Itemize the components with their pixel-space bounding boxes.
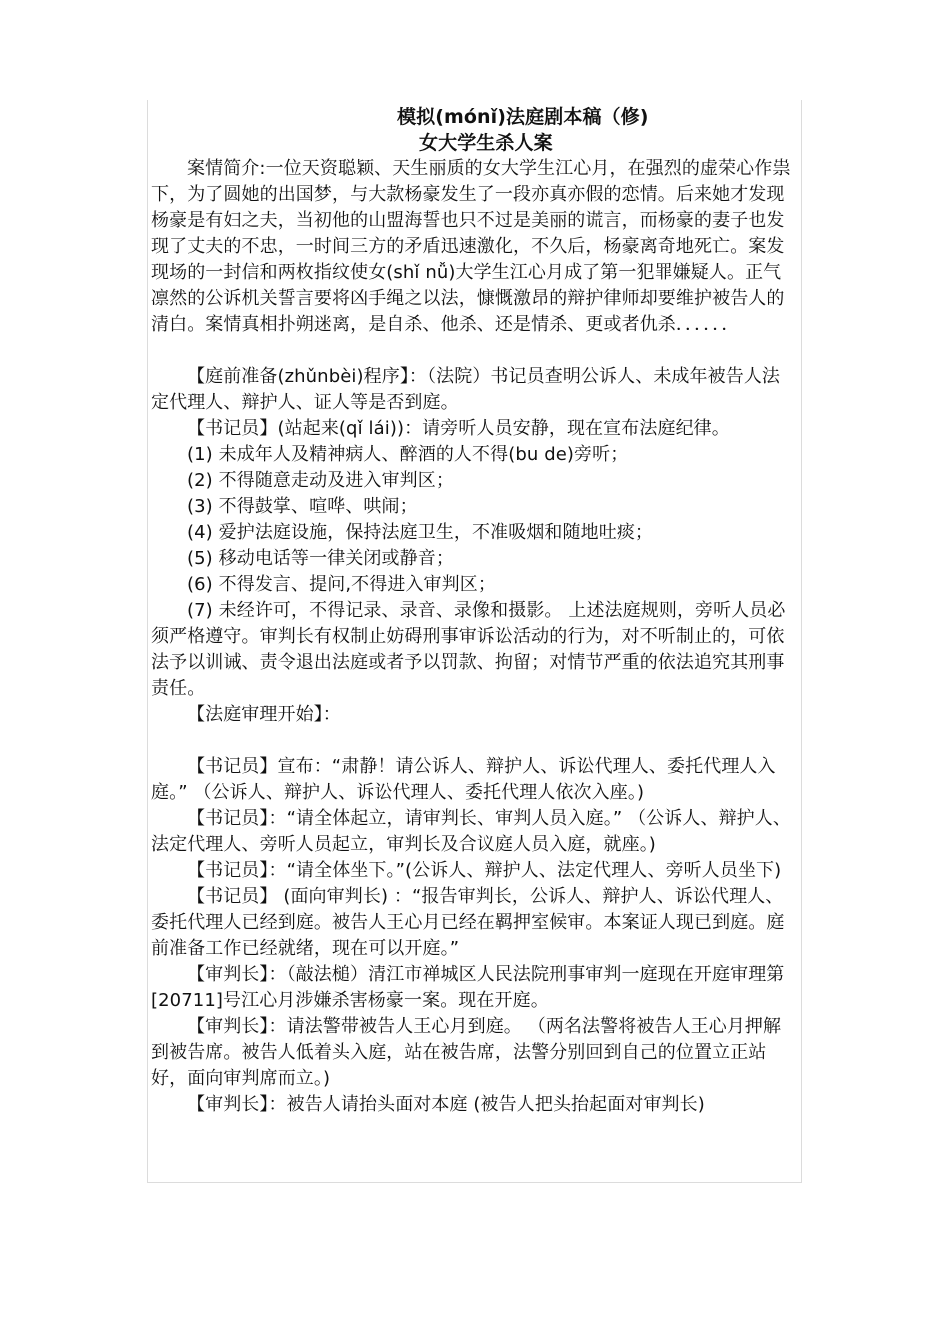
court-rule: (3) 不得鼓掌、喧哗、哄闹； [187,496,418,517]
dialogue-line: 【书记员】：“请全体起立，请审判长、审判人员入庭。” （公诉人、辩护人、法定代理人、旁听人员起立，审判长及合议庭人员入庭，就座。) [151,808,791,855]
document-subtitle: 女大学生杀人案 [419,132,553,154]
court-rule: (4) 爱护法庭设施，保持法庭卫生，不准吸烟和随地吐痰； [187,522,654,543]
trial-start-heading: 【法庭审理开始】： [187,704,341,725]
court-rule: (2) 不得随意走动及进入审判区； [187,470,454,491]
court-rule: (6) 不得发言、提问,不得进入审判区； [187,574,496,595]
court-rule: (5) 移动电话等一律关闭或静音； [187,548,454,569]
court-rule: (1) 未成年人及精神病人、醉酒的人不得(bu de)旁听； [187,444,629,465]
court-rule: (7) 未经许可，不得记录、录音、录像和摄影。 上述法庭规则，旁听人员必须严格遵守。审判长有权制止妨碍刑事审诉讼活动的行为，对不听制止的，可依法予以训诫、责令退出法庭或者予以罚款、拘留；对情节严重的依法追究其刑事责任。 [151,600,786,699]
document-body [151,104,798,1118]
pretrial-procedure: 【庭前准备(zhǔnbèi)程序】：（法院）书记员查明公诉人、未成年被告人法定代理人、辩护人、证人等是否到庭。 [151,366,781,413]
spacer [151,338,798,364]
spacer [151,728,798,754]
dialogue-line: 【审判长】：被告人请抬头面对本庭 (被告人把头抬起面对审判长) [187,1094,705,1115]
clerk-announcement: 【书记员】(站起来(qǐ lái))：请旁听人员安静，现在宣布法庭纪律。 [187,418,730,439]
case-summary: 案情简介:一位天资聪颖、天生丽质的女大学生江心月，在强烈的虚荣心作祟下，为了圆她的出国梦，与大款杨豪发生了一段亦真亦假的恋情。后来她才发现杨豪是有妇之夫，当初他的山盟海誓也只不过是美丽的谎言，而杨豪的妻子也发现了丈夫的不忠，一时间三方的矛盾迅速激化，不久后，杨豪离奇地死亡。案发现场的一封信和两枚指纹使女(shǐ nǚ)大学生江心月成了第一犯罪嫌疑人。正气凛然的公诉机关誓言要将凶手绳之以法，慷慨激昂的辩护律师却要维护被告人的清白。案情真相扑朔迷离，是自杀、他杀、还是情杀、更或者仇杀．．．．．． [151,158,791,335]
dialogue-line: 【书记员】 (面向审判长) ：“报告审判长，公诉人、辩护人、诉讼代理人、委托代理人已经到庭。被告人王心月已经在羁押室候审。本案证人现已到庭。庭前准备工作已经就绪，现在可以开庭。” [151,886,785,959]
dialogue-line: 【书记员】宣布：“肃静！请公诉人、辩护人、诉讼代理人、委托代理人入庭。” （公诉人、辩护人、诉讼代理人、委托代理人依次入座。) [151,756,776,803]
document-title: 模拟(mónǐ)法庭剧本稿（修) [397,106,649,128]
dialogue-line: 【书记员】：“请全体坐下。”(公诉人、辩护人、法定代理人、旁听人员坐下) [187,860,782,881]
dialogue-line: 【审判长】：（敲法槌）清江市禅城区人民法院刑事审判一庭现在开庭审理第[20711]号江心月涉嫌杀害杨豪一案。现在开庭。 [151,964,785,1011]
dialogue-line: 【审判长】：请法警带被告人王心月到庭。 （两名法警将被告人王心月押解到被告席。被告人低着头入庭，站在被告席，法警分别回到自己的位置立正站好，面向审判席而立。) [151,1016,782,1089]
